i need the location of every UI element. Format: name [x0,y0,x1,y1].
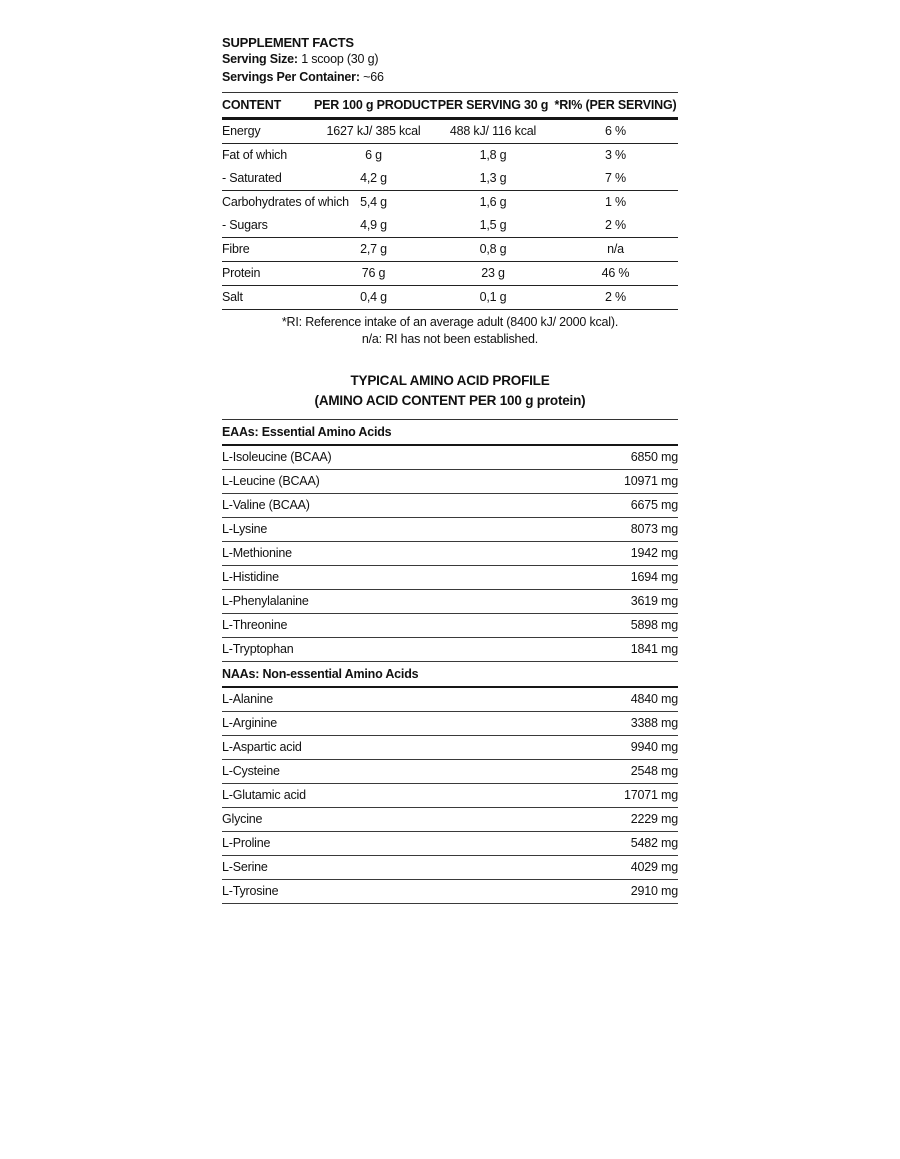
amino-value: 10971 mg [624,474,678,488]
table-row [222,262,678,285]
table-footnotes [222,314,678,348]
nutrient-per-100g: 76 g [361,266,386,280]
nutrition-group-carbohydrates [222,191,678,238]
amino-value: 9940 mg [630,740,678,754]
amino-row [222,494,678,518]
nutrient-name: Salt [222,290,243,304]
nutrition-group-fibre [222,238,678,262]
nutrient-ri: 46 % [601,266,630,280]
column-header-per-100g: PER 100 g PRODUCT [314,98,438,112]
amino-section-heading: NAAs: Non-essential Amino Acids [222,662,678,688]
nutrient-per-serving: 1,6 g [479,195,507,209]
nutrient-per-100g: 4,9 g [360,218,387,232]
amino-value: 6675 mg [630,498,678,512]
table-row [222,167,678,190]
nutrient-name: Fat of which [222,148,287,162]
serving-size-value: 1 scoop (30 g) [301,52,379,66]
amino-row [222,784,678,808]
amino-row [222,760,678,784]
amino-value: 2910 mg [630,884,678,898]
amino-value: 1694 mg [630,570,678,584]
nutrient-name: Energy [222,124,261,138]
nutrient-per-serving: 1,3 g [479,171,507,185]
nutrient-ri: 1 % [605,195,626,209]
amino-value: 3388 mg [630,716,678,730]
nutrient-per-serving: 0,8 g [479,242,507,256]
table-row [222,214,678,237]
amino-value: 5898 mg [630,618,678,632]
nutrient-name: Fibre [222,242,250,256]
amino-profile-title [222,371,678,420]
amino-value: 3619 mg [630,594,678,608]
amino-value: 2229 mg [630,812,678,826]
amino-name: L-Tryptophan [222,642,294,656]
amino-name: L-Leucine (BCAA) [222,474,320,488]
nutrient-per-100g: 6 g [365,148,382,162]
label-header [222,34,678,86]
column-header-content: CONTENT [222,98,282,112]
supplement-facts-label [222,34,678,904]
amino-name: L-Aspartic acid [222,740,302,754]
column-header-per-serving: PER SERVING 30 g [437,98,549,112]
label-title: SUPPLEMENT FACTS [222,35,354,50]
nutrient-per-100g: 4,2 g [360,171,387,185]
amino-section-naas [222,662,678,904]
nutrient-per-serving: 1,8 g [479,148,507,162]
amino-row [222,880,678,904]
nutrient-ri: 6 % [605,124,626,138]
footnote-na: n/a: RI has not been established. [361,332,539,346]
table-row [222,286,678,309]
amino-section-eaas [222,420,678,662]
amino-name: L-Arginine [222,716,277,730]
amino-row [222,542,678,566]
nutrient-name: - Sugars [222,218,268,232]
serving-size-label: Serving Size: [222,52,298,66]
amino-value: 17071 mg [624,788,678,802]
amino-row [222,470,678,494]
amino-name: L-Proline [222,836,271,850]
amino-row [222,638,678,662]
nutrient-ri: 7 % [605,171,626,185]
amino-name: L-Glutamic acid [222,788,306,802]
servings-per-container-label: Servings Per Container: [222,69,360,84]
amino-section-heading: EAAs: Essential Amino Acids [222,420,678,446]
amino-name: L-Cysteine [222,764,280,778]
table-row [222,238,678,261]
amino-row [222,566,678,590]
nutrient-per-100g: 5,4 g [360,195,387,209]
nutrient-per-serving: 1,5 g [479,218,507,232]
nutrient-name: - Saturated [222,171,282,185]
amino-row [222,518,678,542]
nutrition-group-protein [222,262,678,286]
nutrient-per-serving: 488 kJ/ 116 kcal [449,124,537,138]
nutrient-per-serving: 0,1 g [479,290,507,304]
amino-value: 5482 mg [630,836,678,850]
nutrition-table [222,92,678,310]
nutrition-group-fat [222,144,678,191]
amino-name: Glycine [222,812,263,826]
nutrient-ri: 2 % [605,290,626,304]
amino-row [222,688,678,712]
amino-row [222,590,678,614]
nutrition-group-energy [222,120,678,144]
amino-row [222,808,678,832]
amino-name: L-Tyrosine [222,884,279,898]
amino-title-line2: (AMINO ACID CONTENT PER 100 g protein) [314,393,586,408]
amino-name: L-Histidine [222,570,279,584]
amino-value: 1942 mg [630,546,678,560]
nutrient-per-100g: 0,4 g [360,290,387,304]
table-row [222,191,678,214]
amino-row [222,832,678,856]
nutrient-name: Protein [222,266,261,280]
amino-value: 1841 mg [630,642,678,656]
amino-name: L-Methionine [222,546,292,560]
amino-row [222,736,678,760]
amino-title-line1: TYPICAL AMINO ACID PROFILE [350,373,550,388]
amino-value: 4029 mg [630,860,678,874]
amino-name: L-Serine [222,860,268,874]
servings-per-container-value: ~66 [363,69,384,84]
amino-row [222,614,678,638]
amino-value: 2548 mg [630,764,678,778]
amino-name: L-Phenylalanine [222,594,309,608]
amino-value: 6850 mg [630,450,678,464]
nutrient-per-100g: 2,7 g [360,242,387,256]
amino-row [222,712,678,736]
table-row [222,144,678,167]
amino-row [222,856,678,880]
table-row [222,120,678,143]
nutrient-per-serving: 23 g [481,266,505,280]
nutrient-per-100g: 1627 kJ/ 385 kcal [326,124,421,138]
amino-row [222,446,678,470]
amino-name: L-Threonine [222,618,288,632]
amino-name: L-Alanine [222,692,274,706]
nutrient-ri: 2 % [605,218,626,232]
amino-name: L-Isoleucine (BCAA) [222,450,332,464]
nutrition-group-salt [222,286,678,310]
amino-name: L-Valine (BCAA) [222,498,310,512]
serving-size-line [222,51,678,69]
nutrient-ri: n/a [607,242,624,256]
servings-per-container-line [222,69,678,87]
amino-name: L-Lysine [222,522,268,536]
nutrient-ri: 3 % [605,148,626,162]
nutrition-header-row [222,93,678,120]
column-header-ri-percent: *RI% (PER SERVING) [554,98,677,112]
footnote-ri: *RI: Reference intake of an average adult (8400 kJ/ 2000 kcal). [281,315,619,329]
amino-value: 4840 mg [630,692,678,706]
nutrient-name: Carbohydrates of which [222,195,349,209]
amino-value: 8073 mg [630,522,678,536]
